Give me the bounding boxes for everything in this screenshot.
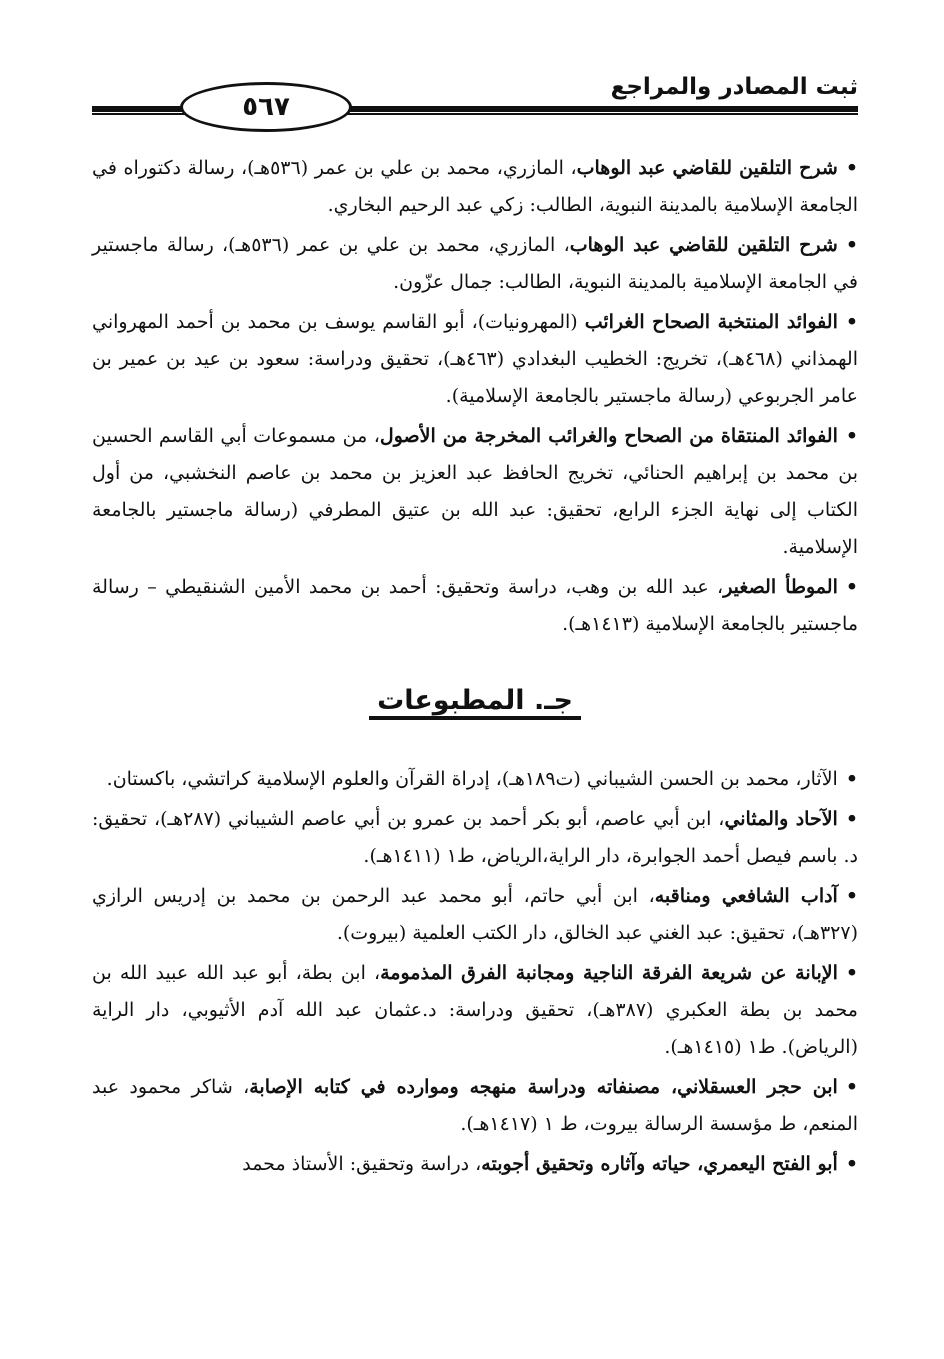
page-number-frame bbox=[180, 82, 352, 132]
entry-title: الفوائد المنتخبة الصحاح الغرائب bbox=[584, 311, 838, 333]
bullet-icon: • bbox=[845, 311, 859, 333]
section-heading bbox=[92, 681, 858, 721]
bullet-icon: • bbox=[845, 576, 859, 598]
entry-title: الفوائد المنتقاة من الصحاح والغرائب المخرجة من الأصول bbox=[379, 425, 838, 447]
entry-text: ، ابن أبي حاتم، أبو محمد عبد الرحمن بن محمد بن إدريس الرازي (٣٢٧هـ)، تحقيق: عبد الغني عبد الخالق، دار الكتب العلمية (بيروت). bbox=[92, 885, 858, 944]
entry-text: ، المازري، محمد بن علي بن عمر (٥٣٦هـ)، رسالة دكتوراه في الجامعة الإسلامية بالمدينة النبوية، الطالب: زكي عبد الرحيم البخاري. bbox=[92, 157, 858, 216]
entry-text: ، عبد الله بن وهب، دراسة وتحقيق: أحمد بن محمد الأمين الشنقيطي – رسالة ماجستير بالجامعة الإسلامية (١٤١٣هـ). bbox=[92, 576, 858, 635]
entry-text: (المهرونيات)، أبو القاسم يوسف بن محمد بن أحمد المهرواني الهمذاني (٤٦٨هـ)، تخريج: الخطيب البغدادي (٤٦٣هـ)، تحقيق ودراسة: سعود بن عيد بن عمير بن عامر الجربوعي (رسالة ماجستير بالجامعة الإسلامية). bbox=[92, 311, 858, 407]
entry-title: آداب الشافعي ومناقبه bbox=[654, 885, 838, 907]
entry-text: ، دراسة وتحقيق: الأستاذ محمد bbox=[242, 1153, 482, 1175]
entry-title: ابن حجر العسقلاني، مصنفاته ودراسة منهجه وموارده في كتابه الإصابة bbox=[249, 1076, 838, 1098]
entry-text: ، ابن أبي عاصم، أبو بكر أحمد بن عمرو بن أبي عاصم الشيباني (٢٨٧هـ)، تحقيق: د. باسم فيصل أحمد الجوابرة، دار الراية،الرياض، ط١ (١٤١١هـ). bbox=[92, 808, 858, 867]
entry-text: ، ابن بطة، أبو عبد الله عبيد الله بن محمد بن بطة العكبري (٣٨٧هـ)، تحقيق ودراسة: د.عثمان عبد الله آدم الأثيوبي، دار الراية (الرياض). ط١ (١٤١٥هـ). bbox=[92, 962, 858, 1058]
entry-title: الموطأ الصغير bbox=[723, 576, 838, 598]
bullet-icon: • bbox=[845, 885, 858, 907]
bibliography-entry bbox=[92, 955, 858, 1066]
bibliography-entry bbox=[92, 304, 858, 415]
running-header-title: ثبت المصادر والمراجع bbox=[610, 74, 858, 100]
page-header bbox=[92, 72, 858, 134]
entry-text: ، شاكر محمود عبد المنعم، ط مؤسسة الرسالة بيروت، ط ١ (١٤١٧هـ). bbox=[92, 1076, 858, 1135]
entry-title: أبو الفتح اليعمري، حياته وآثاره وتحقيق أجوبته bbox=[481, 1153, 838, 1175]
bullet-icon: • bbox=[845, 962, 859, 984]
entry-text: الآثار، محمد بن الحسن الشيباني (ت١٨٩هـ)، إدراة القرآن والعلوم الإسلامية كراتشي، باكستان. bbox=[106, 768, 838, 790]
bullet-icon: • bbox=[845, 234, 858, 256]
page-number: ٥٦٧ bbox=[242, 92, 290, 122]
entry-title: شرح التلقين للقاضي عبد الوهاب bbox=[569, 234, 838, 256]
bibliography-entry bbox=[92, 801, 858, 875]
entry-title: الإبانة عن شريعة الفرقة الناجية ومجانبة الفرق المذمومة bbox=[380, 962, 838, 984]
bibliography-entry bbox=[92, 1146, 858, 1183]
entry-text: ، المازري، محمد بن علي بن عمر (٥٣٦هـ)، رسالة ماجستير في الجامعة الإسلامية بالمدينة النبوية، الطالب: جمال عزّون. bbox=[92, 234, 858, 293]
bibliography-entry bbox=[92, 878, 858, 952]
entry-title: الآحاد والمثاني bbox=[724, 808, 838, 830]
bibliography-entry bbox=[92, 1069, 858, 1143]
bullet-icon: • bbox=[845, 808, 858, 830]
entry-text: ، من مسموعات أبي القاسم الحسين بن محمد بن إبراهيم الحنائي، تخريج الحافظ عبد العزيز بن محمد بن عاصم النخشبي، من أول الكتاب إلى نهاية الجزء الرابع، تحقيق: عبد الله بن عتيق المطرفي (رسالة ماجستير بالجامعة الإسلامية. bbox=[92, 425, 858, 558]
entry-title: شرح التلقين للقاضي عبد الوهاب bbox=[576, 157, 838, 179]
bullet-icon: • bbox=[845, 1076, 858, 1098]
page-body bbox=[92, 150, 858, 1186]
bullet-icon: • bbox=[845, 425, 858, 447]
bibliography-entry bbox=[92, 227, 858, 301]
bibliography-entry bbox=[92, 761, 858, 798]
bullet-icon: • bbox=[845, 768, 858, 790]
bullet-icon: • bbox=[845, 1153, 858, 1175]
bibliography-entry bbox=[92, 150, 858, 224]
bibliography-entry bbox=[92, 418, 858, 566]
bullet-icon: • bbox=[845, 157, 858, 179]
bibliography-entry bbox=[92, 569, 858, 643]
section-heading-text: جـ. المطبوعات bbox=[369, 685, 581, 720]
